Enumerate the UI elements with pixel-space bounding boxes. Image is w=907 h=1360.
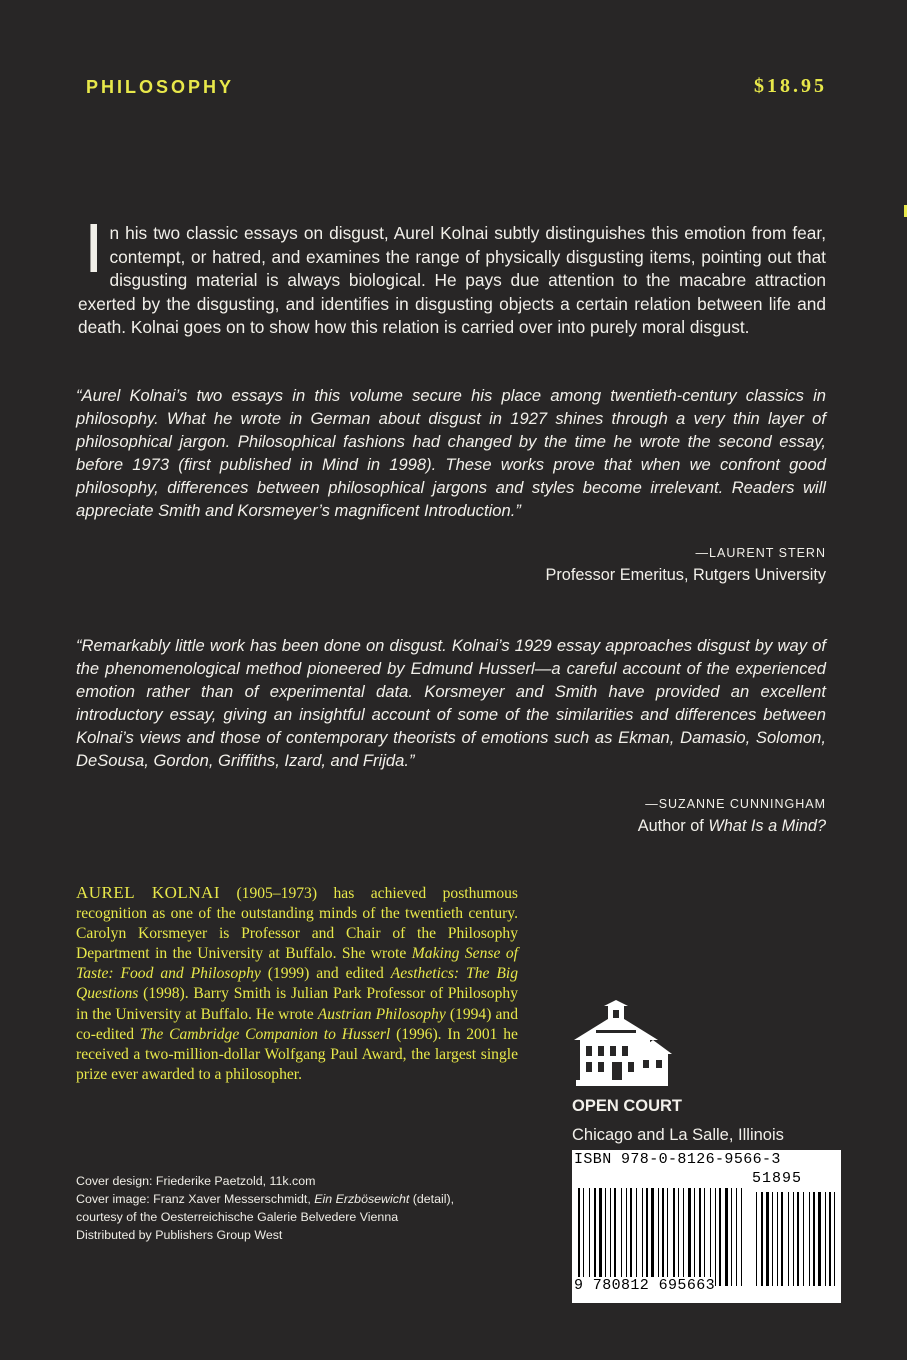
bio-title: The Cambridge Companion to Husserl <box>139 1025 391 1043</box>
barcode-bar <box>658 1188 659 1286</box>
barcode-bar <box>594 1188 596 1286</box>
review-attribution-1 <box>546 546 826 585</box>
credit-line <box>76 1190 454 1208</box>
credit-artwork-title: Ein Erzbösewicht <box>314 1192 410 1206</box>
ean-number: 9 780812 695663 <box>574 1277 716 1294</box>
category-label: PHILOSOPHY <box>86 77 235 97</box>
reviewer-name: —SUZANNE CUNNINGHAM <box>645 797 826 811</box>
publisher-name: OPEN COURT <box>572 1097 683 1115</box>
description-text: n his two classic essays on disgust, Aurel Kolnai subtly distinguishes this emotion from fear, contempt, or hatred, and examines the range of physically disgusting items, pointing out that disgusting material is always biological. He pays due attention to the macabre attraction exerted by the disgusting, and identifies in disgusting objects a certain relation between life and death. Kolnai goes on to show how this relation is carried over into purely moral disgust. <box>78 223 826 337</box>
credit-line: Cover design: Friederike Paetzold, 11k.com <box>76 1174 316 1188</box>
barcode-addon-bar <box>756 1192 757 1286</box>
barcode-bar <box>651 1188 654 1286</box>
isbn-number: ISBN 978-0-8126-9566-3 <box>574 1151 781 1168</box>
barcode-addon-bar <box>834 1192 835 1286</box>
barcode-bar <box>621 1188 622 1286</box>
barcode-bar <box>610 1188 611 1286</box>
bio-text: (1998). Barry Smith is Julian Park Professor of Philosophy in the University at Buffalo. He wrote <box>76 985 518 1023</box>
barcode-bar <box>583 1188 584 1286</box>
role-prefix: Author of <box>637 817 709 835</box>
barcode-addon-bar <box>825 1192 826 1286</box>
barcode-bar <box>642 1188 643 1286</box>
barcode-bar <box>699 1188 701 1286</box>
bio-title: Making Sense of Taste: Food and Philosophy <box>76 945 518 983</box>
barcode-bars <box>572 1188 841 1288</box>
barcode-addon-bar <box>788 1192 789 1286</box>
barcode-bar <box>683 1188 684 1286</box>
credit-text: Cover image: Franz Xaver Messerschmidt, <box>76 1192 315 1206</box>
bio-text: (1999) and edited <box>260 965 391 983</box>
barcode-addon-bar <box>797 1192 799 1286</box>
reviewer-role <box>638 817 826 836</box>
bio-text: (1994) and co-edited <box>76 1005 519 1043</box>
review-quote-2: “Remarkably little work has been done on disgust. Kolnai’s 1929 essay approaches disgust by way of the phenomenological method pioneered by Edmund Husserl—a careful account of the experienced emotion rather than of experimental data. Korsmeyer and Smith have provided an excellent introductory essay, giving an insightful account of some of the similarities and differences between Kolnai’s views and those of contemporary theorists of emotions such as Ekman, Damasio, Solomon, DeSousa, Gordon, Griffiths, Izard, and Frijda.” <box>76 636 826 770</box>
barcode-bar <box>578 1188 580 1286</box>
bio-text: (1996). In 2001 he received a two-million-dollar Wolfgang Paul Award, the largest single prize ever awarded to a philosopher. <box>76 1025 518 1083</box>
bio-text: (1905–1973) has achieved posthumous recognition as one of the outstanding minds of the twentieth century. Carolyn Korsmeyer is Professor and Chair of the Philosophy Department in the University at Buffalo. She wrote <box>76 885 518 963</box>
review-quote-1: “Aurel Kolnai’s two essays in this volume secure his place among twentieth-century classics in philosophy. What he wrote in German about disgust in 1927 shines through a very thin layer of philosophical jargon. Philosophical fashions had changed by the time he wrote the second essay, before 1973 (first published in Mind in 1998). These works prove that when we confront good philosophy, differences between philosophical jargons and styles become irrelevant. Readers will appreciate Smith and Korsmeyer’s magnificent Introduction.” <box>76 386 826 520</box>
barcode-addon-bar <box>829 1192 831 1286</box>
barcode-bar <box>736 1188 737 1286</box>
barcode-bar <box>719 1188 721 1286</box>
role-book-title: What Is a Mind? <box>708 817 826 835</box>
barcode-bar <box>715 1188 716 1286</box>
barcode-bar <box>646 1188 648 1286</box>
barcode-bar <box>599 1188 602 1286</box>
reviewer-name: —LAURENT STERN <box>695 546 826 560</box>
barcode-addon-bar <box>809 1192 810 1286</box>
barcode-bar <box>731 1188 732 1286</box>
price-label: $18.95 <box>754 75 827 97</box>
credit-line: Distributed by Publishers Group West <box>76 1228 283 1242</box>
barcode-addon-bar <box>777 1192 778 1286</box>
barcode-bar <box>667 1188 668 1286</box>
price-code: 51895 <box>752 1170 803 1187</box>
barcode-bar <box>630 1188 632 1286</box>
house-icon <box>572 1000 672 1088</box>
reviewer-role: Professor Emeritus, Rutgers University <box>545 566 826 584</box>
bio-lead-name: AUREL KOLNAI <box>76 883 220 902</box>
barcode-addon-bar <box>818 1192 821 1286</box>
credit-line: courtesy of the Oesterreichische Galerie Belvedere Vienna <box>76 1210 399 1224</box>
book-description <box>78 209 826 340</box>
barcode-addon-bar <box>793 1192 794 1286</box>
barcode-addon-bar <box>772 1192 773 1286</box>
barcode-bar <box>694 1188 695 1286</box>
credit-text: (detail), <box>409 1192 455 1206</box>
barcode-bar <box>710 1188 711 1286</box>
barcode-addon-bar <box>781 1192 783 1286</box>
barcode-bar <box>626 1188 627 1286</box>
barcode-bar <box>678 1188 679 1286</box>
review-attribution-2 <box>638 797 826 836</box>
publisher-location: Chicago and La Salle, Illinois <box>572 1126 784 1144</box>
bio-title: Aesthetics: The Big Questions <box>76 965 518 1003</box>
barcode-bar <box>605 1188 606 1286</box>
barcode-addon-bar <box>766 1192 769 1286</box>
drop-cap: I <box>84 209 104 287</box>
barcode-bar <box>741 1188 742 1286</box>
isbn-barcode <box>572 1150 841 1303</box>
bio-title: Austrian Philosophy <box>317 1005 446 1023</box>
barcode-bar <box>704 1188 705 1286</box>
barcode-addon-bar <box>803 1192 804 1286</box>
barcode-bar <box>589 1188 590 1286</box>
barcode-bar <box>673 1188 675 1286</box>
barcode-bar <box>636 1188 637 1286</box>
barcode-bar <box>662 1188 664 1286</box>
cover-credits <box>76 1172 454 1244</box>
barcode-bar <box>614 1188 616 1286</box>
barcode-bar <box>688 1188 691 1286</box>
author-bio <box>76 883 518 1085</box>
barcode-bar <box>725 1188 728 1286</box>
barcode-addon-bar <box>761 1192 763 1286</box>
barcode-addon-bar <box>813 1192 815 1286</box>
